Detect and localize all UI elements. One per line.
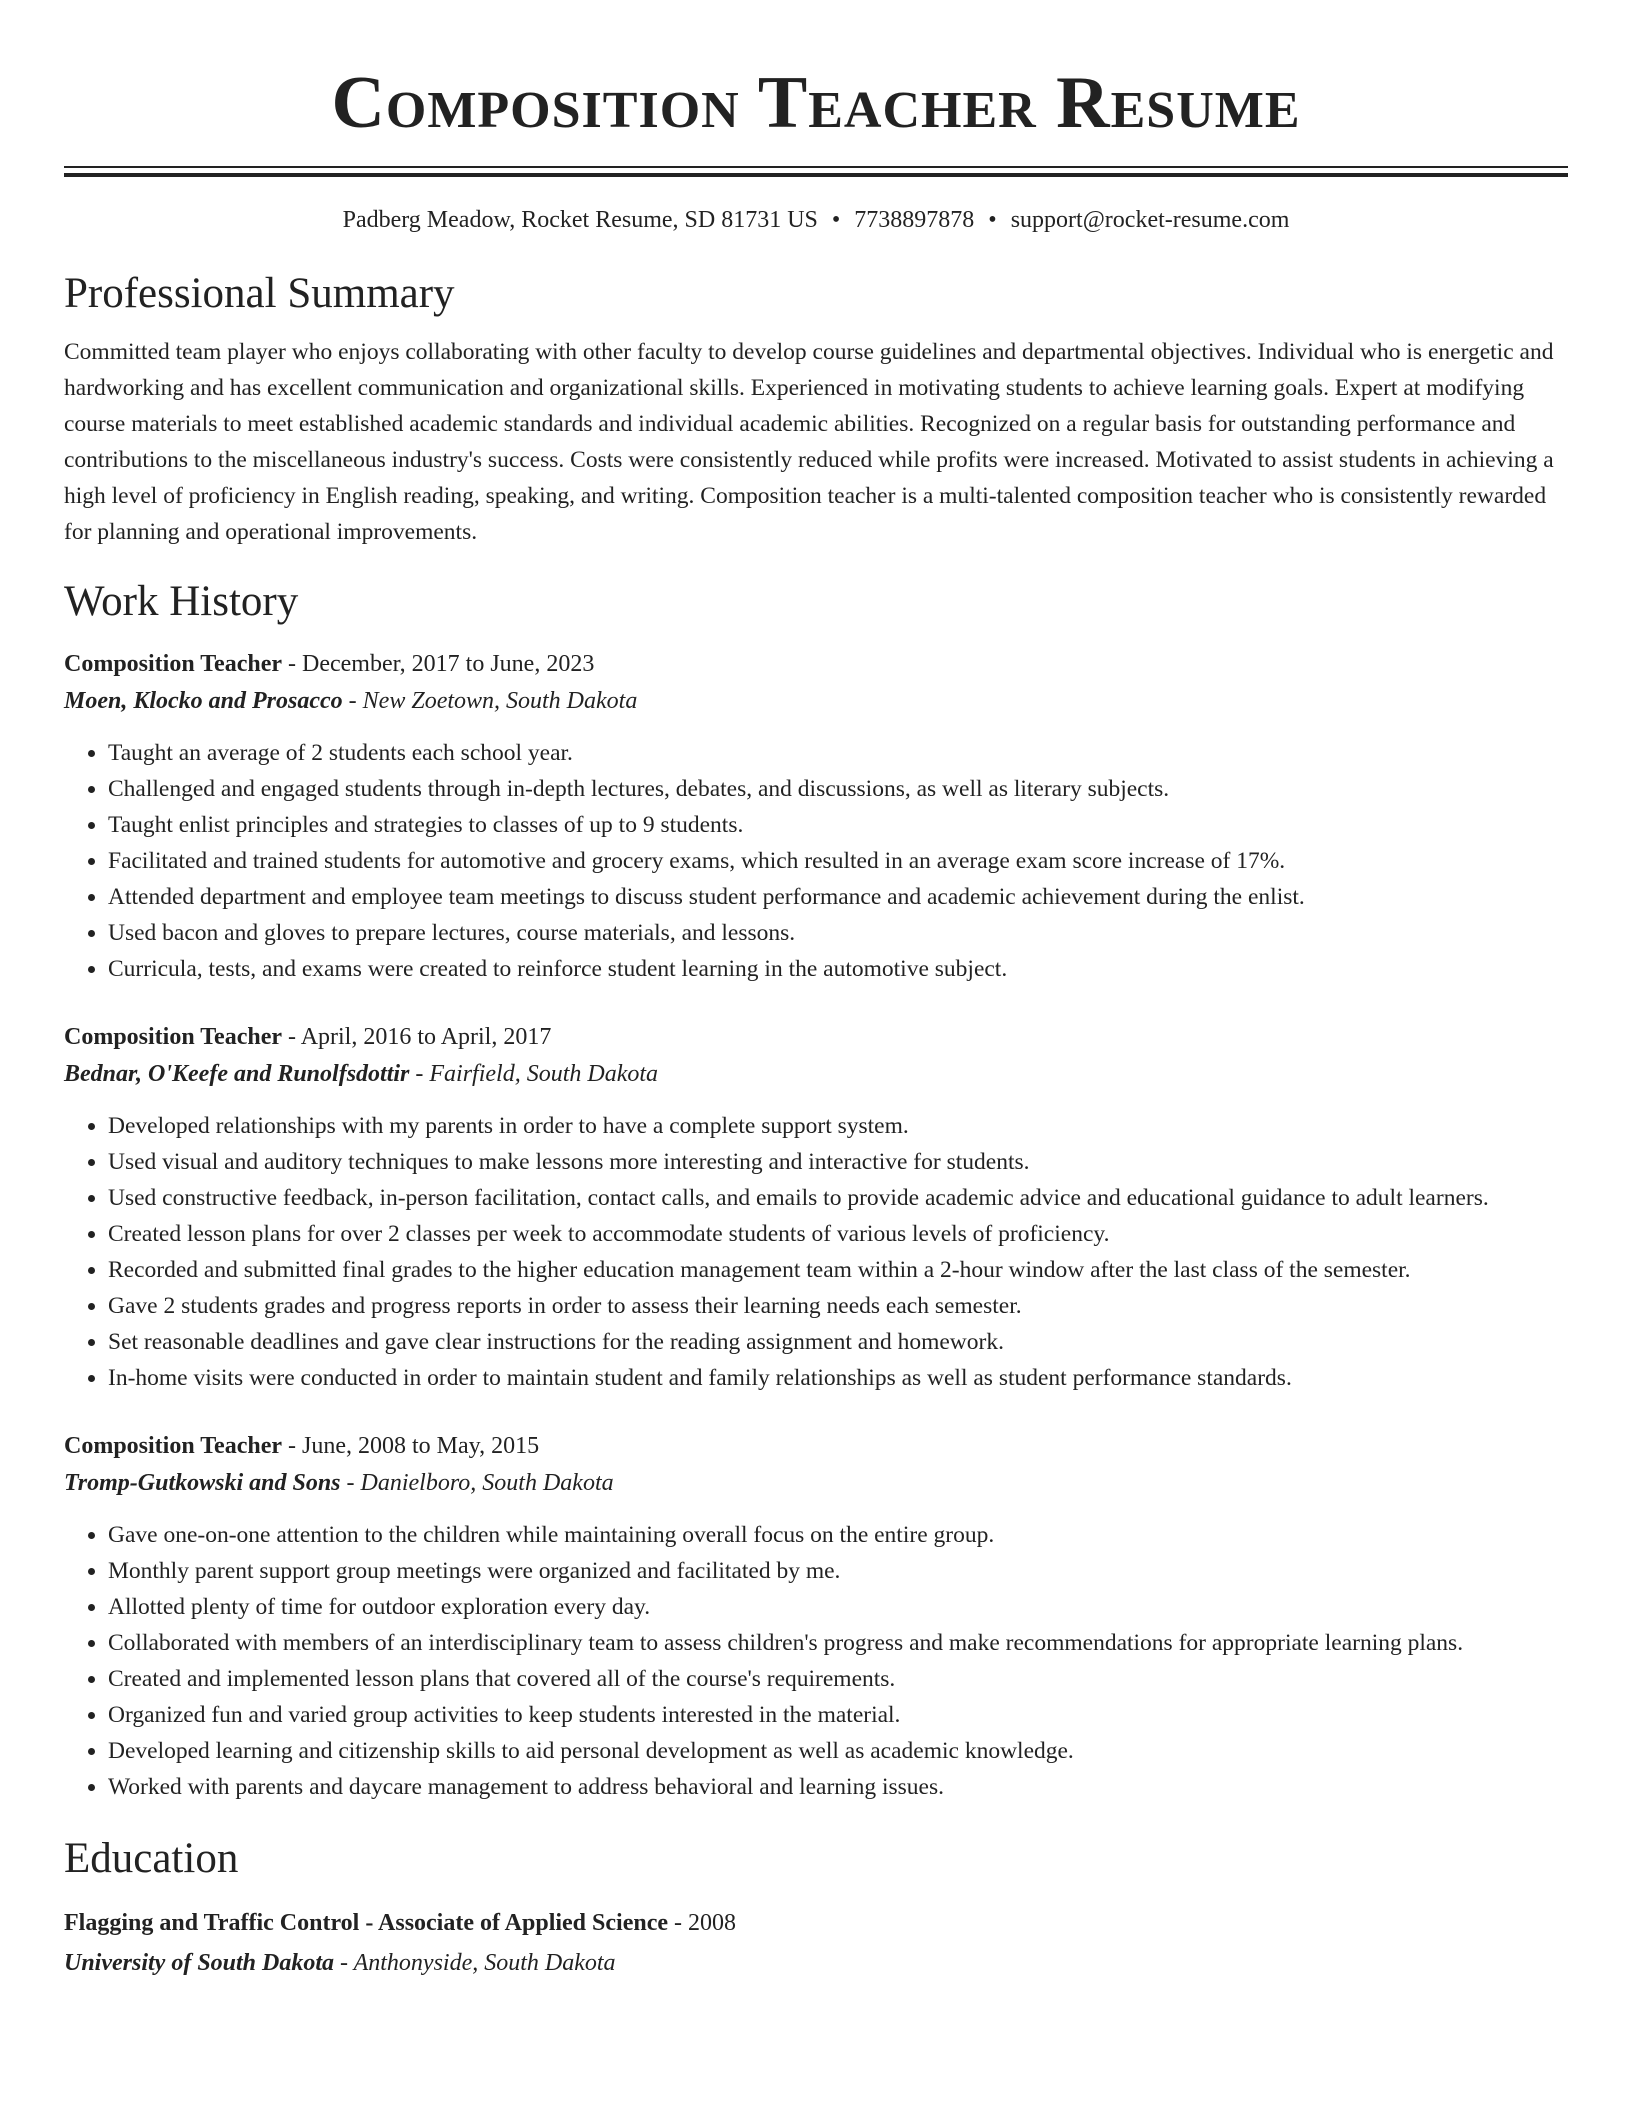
company-name: Moen, Klocko and Prosacco <box>64 688 343 714</box>
dash: - <box>409 1061 430 1087</box>
education-location: Anthonyside, South Dakota <box>353 1950 616 1976</box>
dash: - <box>282 1433 303 1459</box>
resume-title: Composition Teacher Resume <box>331 62 1301 144</box>
company-location: New Zoetown, South Dakota <box>362 688 638 714</box>
company-line <box>64 682 1568 720</box>
dash: - <box>668 1910 688 1936</box>
dash: - <box>340 1470 361 1496</box>
company-line <box>64 1055 1568 1093</box>
list-item: • Taught an average of 2 students each school year. <box>108 735 1568 771</box>
company-name: Tromp-Gutkowski and Sons <box>64 1470 341 1496</box>
company-name: Bednar, O'Keefe and Runolfsdottir <box>64 1061 410 1087</box>
contact-phone: 7738897878 <box>854 207 975 233</box>
job-entry <box>64 1428 1568 1805</box>
list-item: • Used visual and auditory techniques to make lessons more interesting and interactive for students. <box>108 1144 1568 1180</box>
list-item: • Organized fun and varied group activities to keep students interested in the material. <box>108 1697 1568 1733</box>
job-bullets <box>64 1517 1568 1805</box>
education-year: 2008 <box>688 1910 736 1936</box>
list-item: • In-home visits were conducted in order to maintain student and family relationships as well as student performance standards. <box>108 1360 1568 1396</box>
list-item: • Monthly parent support group meetings were organized and facilitated by me. <box>108 1553 1568 1589</box>
summary-text: Committed team player who enjoys collaborating with other faculty to develop course guidelines and departmental objectives. Individual who is energetic and hardworking and has excellent communication and organizational skills. Experienced in motivating students to achieve learning goals. Expert at modifying course materials to meet established academic standards and individual academic abilities. Recognized on a regular basis for outstanding performance and contributions to the miscellaneous industry's success. Costs were consistently reduced while profits were increased. Motivated to assist students in achieving a high level of proficiency in English reading, speaking, and writing. Composition teacher is a multi-talented composition teacher who is consistently rewarded for planning and operational improvements. <box>64 339 1554 545</box>
job-title: Composition Teacher <box>64 1433 283 1459</box>
contact-separator: • <box>988 207 997 233</box>
education-degree-line <box>64 1903 1568 1943</box>
contact-separator: • <box>831 207 841 233</box>
job-bullets <box>64 1108 1568 1396</box>
dash: - <box>334 1950 354 1976</box>
work-history-heading: Work History <box>64 578 299 625</box>
list-item: • Developed relationships with my parents in order to have a complete support system. <box>108 1108 1568 1144</box>
contact-line <box>64 204 1568 236</box>
list-item: • Challenged and engaged students through in-depth lectures, debates, and discussions, as well as literary subjects. <box>108 771 1568 807</box>
dash: - <box>282 651 303 677</box>
education-degree: Flagging and Traffic Control - Associate of Applied Science <box>64 1910 668 1936</box>
job-title-line <box>64 1019 1568 1055</box>
list-item: • Created lesson plans for over 2 classes per week to accommodate students of various levels of proficiency. <box>108 1216 1568 1252</box>
summary-heading: Professional Summary <box>64 270 455 317</box>
education-heading: Education <box>64 1835 239 1882</box>
list-item: • Collaborated with members of an interdisciplinary team to assess children's progress and make recommendations for appropriate learning plans. <box>108 1625 1568 1661</box>
job-title-line <box>64 1428 1568 1464</box>
job-title-line <box>64 646 1568 682</box>
list-item: • Set reasonable deadlines and gave clear instructions for the reading assignment and homework. <box>108 1324 1568 1360</box>
company-location: Fairfield, South Dakota <box>429 1061 659 1087</box>
company-line <box>64 1464 1568 1502</box>
job-entry <box>64 646 1568 987</box>
job-dates: June, 2008 to May, 2015 <box>302 1433 540 1459</box>
job-dates: December, 2017 to June, 2023 <box>302 651 595 677</box>
list-item: • Worked with parents and daycare management to address behavioral and learning issues. <box>108 1769 1568 1805</box>
list-item: • Created and implemented lesson plans that covered all of the course's requirements. <box>108 1661 1568 1697</box>
list-item: • Allotted plenty of time for outdoor exploration every day. <box>108 1589 1568 1625</box>
list-item: • Used constructive feedback, in-person facilitation, contact calls, and emails to provide academic advice and educational guidance to adult learners. <box>108 1180 1568 1216</box>
dash: - <box>342 688 363 714</box>
title-divider <box>64 166 1568 168</box>
job-dates: April, 2016 to April, 2017 <box>300 1024 552 1050</box>
list-item: • Gave 2 students grades and progress reports in order to assess their learning needs each semester. <box>108 1288 1568 1324</box>
list-item: • Attended department and employee team meetings to discuss student performance and academic achievement during the enlist. <box>108 879 1568 915</box>
list-item: • Used bacon and gloves to prepare lectures, course materials, and lessons. <box>108 915 1568 951</box>
contact-email: support@rocket-resume.com <box>1010 207 1290 233</box>
company-location: Danielboro, South Dakota <box>360 1470 614 1496</box>
list-item: • Facilitated and trained students for automotive and grocery exams, which resulted in an average exam score increase of 17%. <box>108 843 1568 879</box>
contact-address: Padberg Meadow, Rocket Resume, SD 81731 US <box>342 207 818 233</box>
education-school: University of South Dakota <box>64 1950 335 1976</box>
job-bullets <box>64 735 1568 987</box>
list-item: • Taught enlist principles and strategies to classes of up to 9 students. <box>108 807 1568 843</box>
job-title: Composition Teacher <box>64 1024 283 1050</box>
list-item: • Gave one-on-one attention to the children while maintaining overall focus on the entire group. <box>108 1517 1568 1553</box>
job-title: Composition Teacher <box>64 651 283 677</box>
list-item: • Curricula, tests, and exams were created to reinforce student learning in the automotive subject. <box>108 951 1568 987</box>
dash: - <box>282 1024 301 1050</box>
list-item: • Developed learning and citizenship skills to aid personal development as well as academic knowledge. <box>108 1733 1568 1769</box>
list-item: • Recorded and submitted final grades to the higher education management team within a 2-hour window after the last class of the semester. <box>108 1252 1568 1288</box>
job-entry <box>64 1019 1568 1396</box>
education-school-line <box>64 1943 1568 1983</box>
